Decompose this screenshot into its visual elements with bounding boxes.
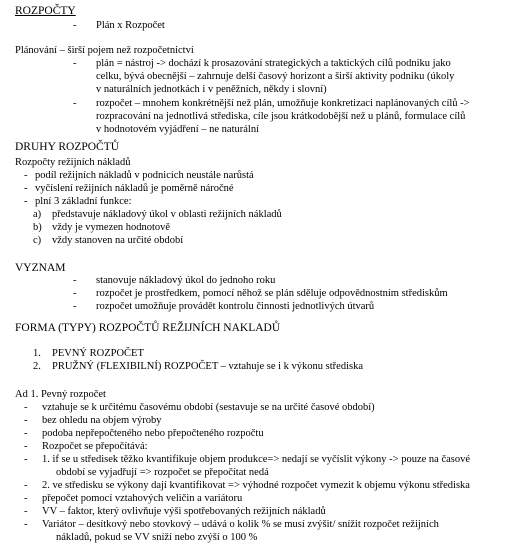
- ad1-heading: Ad 1. Pevný rozpočet: [15, 389, 106, 400]
- list-item: bez ohledu na objem výroby: [42, 415, 162, 426]
- list-item-line: rozpracování na jednotlivá střediska, cíle jsou krátkodobější než u plánů, formulace cílů: [96, 111, 466, 122]
- bullet-dash: -: [24, 519, 28, 530]
- bullet-dash: -: [73, 301, 77, 312]
- bullet-dash: -: [24, 183, 28, 194]
- list-item-line: nákladů, pokud se VV sníží nebo zvýší o 100 %: [56, 532, 258, 543]
- bullet-dash: -: [73, 275, 77, 286]
- druhy-subheading: Rozpočty režijních nákladů: [15, 157, 131, 168]
- numbered-index: 1.: [33, 348, 41, 359]
- bullet-dash: -: [24, 480, 28, 491]
- list-item: rozpočet umožňuje provádět kontrolu činnosti jednotlivých útvarů: [96, 301, 375, 312]
- list-item: VV – faktor, který ovlivňuje výši spotřebovaných režijních nákladů: [42, 506, 326, 517]
- planovani-heading: Plánování – širší pojem než rozpočetnictví: [15, 45, 194, 56]
- sublist-letter: c): [33, 235, 42, 246]
- sublist-item: vždy je vymezen hodnotově: [52, 222, 171, 233]
- bullet-dash: -: [24, 454, 28, 465]
- numbered-item: PEVNÝ ROZPOČET: [52, 348, 144, 359]
- list-item: rozpočet je prostředkem, pomocí něhož se plán sděluje odpovědnostním střediskům: [96, 288, 448, 299]
- list-item: stanovuje nákladový úkol do jednoho roku: [96, 275, 276, 286]
- list-item-line: Variátor – desítkový nebo stovkový – udává o kolik % se musí zvýšit/ snížit rozpočet režijních: [42, 519, 439, 530]
- bullet-dash: -: [24, 441, 28, 452]
- bullet-dash: -: [73, 58, 77, 69]
- bullet-dash: -: [24, 415, 28, 426]
- section-title-vyznam: VYZNAM: [15, 262, 66, 274]
- bullet-dash: -: [24, 493, 28, 504]
- sublist-letter: b): [33, 222, 42, 233]
- numbered-item: PRUŽNÝ (FLEXIBILNÍ) ROZPOČET – vztahuje se i k výkonu střediska: [52, 361, 363, 372]
- bullet-dash: -: [24, 506, 28, 517]
- list-item: vztahuje se k určitému časovému období (sestavuje se na určité časové období): [42, 402, 375, 413]
- list-item: podíl režijních nákladů v podnicích neustále narůstá: [35, 170, 254, 181]
- bullet-dash: -: [73, 98, 77, 109]
- list-item: vyčíslení režijních nákladů je poměrně náročné: [35, 183, 234, 194]
- list-item: Rozpočet se přepočítává:: [42, 441, 148, 452]
- bullet-dash: -: [24, 196, 28, 207]
- list-item-line: období se vyjadřují => rozpočet se přepočítat nedá: [56, 467, 269, 478]
- sublist-item: vždy stanoven na určité období: [52, 235, 184, 246]
- bullet-dash: -: [73, 288, 77, 299]
- list-item-line: rozpočet – mnohem konkrétnější než plán, umožňuje konkretizaci naplánovaných cílů ->: [96, 98, 470, 109]
- bullet-dash: -: [24, 402, 28, 413]
- section-title-forma: FORMA (TYPY) ROZPOČTŮ REŽIJNÍCH NAKLADŮ: [15, 322, 281, 334]
- bullet-dash: -: [24, 170, 28, 181]
- bullet-dash: -: [24, 428, 28, 439]
- list-item: přepočet pomocí vztahových veličin a variátoru: [42, 493, 243, 504]
- list-item: podoba nepřepočteného nebo přepočteného rozpočtu: [42, 428, 264, 439]
- sublist-letter: a): [33, 209, 42, 220]
- list-item: plní 3 základní funkce:: [35, 196, 132, 207]
- numbered-index: 2.: [33, 361, 41, 372]
- bullet-dash: -: [73, 20, 77, 31]
- section-title-druhy: DRUHY ROZPOČTŮ: [15, 141, 120, 153]
- list-item-line: v hodnotovém vyjádření – ne naturální: [96, 124, 260, 135]
- list-item-line: plán = nástroj -> dochází k prosazování strategických a taktických cílů podniku jako: [96, 58, 451, 69]
- list-item: Plán x Rozpočet: [96, 20, 165, 31]
- list-item: 2. ve středisku se výkony dají kvantifikovat => výhodné rozpočet vymezit k objemu výkonu střediska: [42, 480, 470, 491]
- list-item-line: v naturálních jednotkách i v peněžních, někdy i slovní): [96, 84, 327, 95]
- list-item-line: celku, bývá obecnější – zahrnuje delší časový horizont a širší aktivity podniku (úkoly: [96, 71, 455, 82]
- section-title-rozpocty: ROZPOČTY: [15, 5, 76, 17]
- list-item-line: 1. if se u středisek těžko kvantifikuje objem produkce=> nedají se vyčíslit výkony -> pouze na časové: [42, 454, 471, 465]
- sublist-item: představuje nákladový úkol v oblasti režijních nákladů: [52, 209, 282, 220]
